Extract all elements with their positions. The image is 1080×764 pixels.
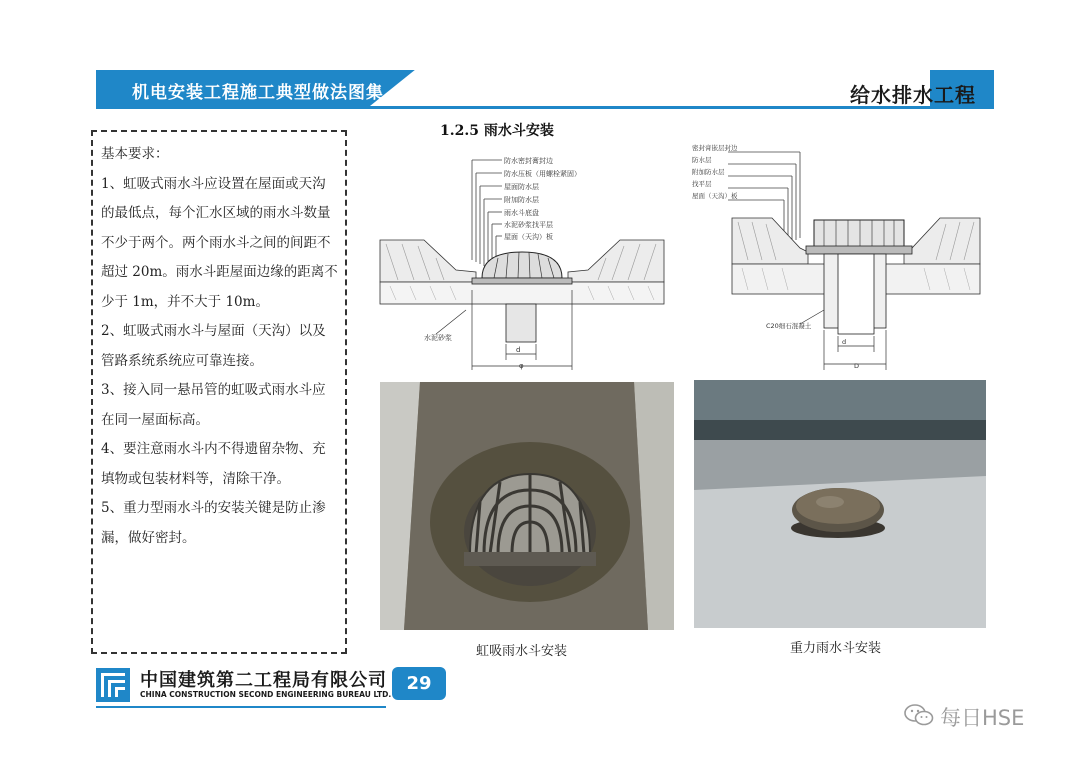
gravity-drain-photo (694, 380, 986, 628)
drawing-label: 防水压板（用螺栓紧固） (504, 170, 581, 178)
photo-caption-left: 虹吸雨水斗安装 (476, 644, 568, 659)
requirement-item: 2、虹吸式雨水斗与屋面（天沟）以及管路系统系统应可靠连接。 (101, 323, 326, 369)
drawing-label: 附加防水层 (692, 168, 725, 176)
drawing-label: C20细石混凝土 (766, 322, 812, 330)
drawing-label: 防水密封膏封边 (504, 157, 553, 165)
dimension-label: d (842, 338, 847, 346)
dimension-label: d (516, 346, 521, 354)
header-cutout (370, 70, 930, 106)
watermark-text: 每日HSE (940, 706, 1025, 730)
company-name-en: CHINA CONSTRUCTION SECOND ENGINEERING BUREAU LTD. (140, 690, 392, 699)
photo-caption-right: 重力雨水斗安装 (790, 641, 882, 656)
requirements-text (101, 140, 339, 553)
watermark (904, 702, 1024, 732)
drawing-label: 防水层 (692, 156, 712, 164)
drawing-label: 找平层 (692, 180, 712, 188)
drawing-label: 雨水斗底盘 (504, 209, 539, 217)
siphon-drain-photo (380, 382, 674, 630)
company-name-cn: 中国建筑第二工程局有限公司 (140, 670, 387, 691)
dimension-label: D (854, 362, 860, 370)
gravity-drain-drawing (688, 140, 984, 372)
drawing-label: 水泥砂浆找平层 (504, 221, 553, 229)
siphon-drain-drawing (376, 140, 668, 372)
drawing-label: 屋面（天沟）板 (504, 233, 553, 241)
company-logo (96, 668, 130, 702)
section-name: 给水排水工程 (850, 83, 976, 107)
requirement-item: 4、要注意雨水斗内不得遗留杂物、充填物或包装材料等，清除干净。 (101, 441, 326, 487)
page-number: 29 (392, 667, 446, 700)
requirements-heading: 基本要求： (101, 146, 169, 162)
document-title: 机电安装工程施工典型做法图集 (132, 83, 384, 103)
drawing-label: 附加防水层 (504, 196, 539, 204)
drawing-label: 屋面（天沟）板 (692, 192, 738, 200)
wechat-icon (904, 703, 934, 732)
footer-rule (96, 706, 386, 708)
dimension-label: φ (519, 362, 524, 370)
requirement-item: 3、接入同一悬吊管的虹吸式雨水斗应在同一屋面标高。 (101, 382, 326, 428)
requirement-item: 1、虹吸式雨水斗应设置在屋面或天沟的最低点，每个汇水区域的雨水斗数量不少于两个。两个雨水斗之间的间距不超过 20m。雨水斗距屋面边缘的距离不少于 1m，并不大于 10m。 (101, 175, 338, 310)
requirement-item: 5、重力型雨水斗的安装关键是防止渗漏，做好密封。 (101, 500, 326, 546)
section-title: 1.2.5 雨水斗安装 (440, 123, 554, 139)
drawing-label: 密封膏嵌层封边 (692, 144, 738, 152)
drawing-label: 水泥砂浆 (424, 334, 452, 342)
drawing-label: 屋面防水层 (504, 183, 539, 191)
